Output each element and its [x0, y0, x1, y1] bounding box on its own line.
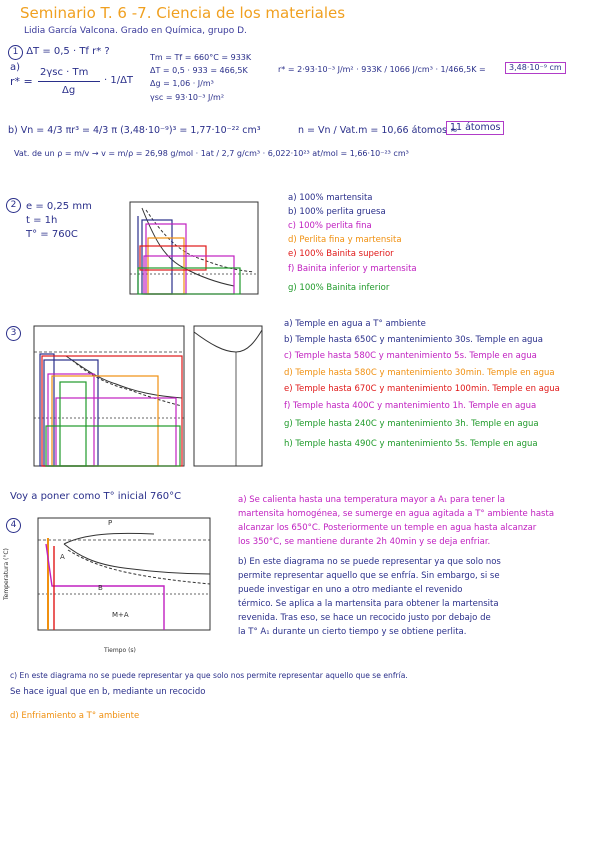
region-label-b: B	[98, 584, 103, 592]
question-number: 4	[6, 518, 21, 533]
given-line: e = 0,25 mm	[26, 201, 92, 212]
r-formula-denominator: Δg	[62, 85, 76, 96]
r-calculation: r* = 2·93·10⁻³ J/m² · 933K / 1066 J/cm³ · 1/466,5K =	[278, 65, 486, 74]
paragraph-a-line: a) Se calienta hasta una temperatura mayor a A₁ para tener la	[238, 495, 505, 505]
legend-item: c) 100% perlita fina	[288, 221, 372, 231]
legend-item: d) Temple hasta 580C y mantenimiento 30min. Temple en agua	[284, 368, 555, 378]
paragraph-a-line: martensita homogénea, se sumerge en agua agitada a T° ambiente hasta	[238, 509, 555, 519]
legend-item: c) Temple hasta 580C y mantenimiento 5s. Temple en agua	[284, 351, 537, 361]
paragraph-a-line: los 350°C, se mantiene durante 2h 40min y se deja enfriar.	[238, 537, 491, 547]
legend-item: e) Temple hasta 670C y mantenimiento 100min. Temple en agua	[284, 384, 560, 394]
paragraph-b-line: térmico. Se aplica a la martensita para obtener la martensita	[238, 599, 499, 609]
question-number: 1	[8, 45, 23, 60]
paragraph-b-line: permite representar aquello que se enfría. Sin embargo, si se	[238, 571, 500, 581]
legend-item: h) Temple hasta 490C y mantenimiento 5s. Temple en agua	[284, 439, 538, 449]
paragraph-a-line: alcanzar los 650°C. Posteriormente un temple en agua hasta alcanzar	[238, 523, 537, 533]
legend-item: d) Perlita fina y martensita	[288, 235, 402, 245]
part-b-atoms: n = Vn / Vat.m = 10,66 átomos ≈	[298, 125, 458, 136]
data-line: Tm = Tf = 660°C = 933K	[150, 53, 252, 62]
paragraph-b-line: puede investigar en uno a otro mediante el revenido	[238, 585, 463, 595]
data-line: Δg = 1,06 · J/m³	[150, 79, 214, 88]
legend-item: f) Bainita inferior y martensita	[288, 264, 417, 274]
question-number: 2	[6, 198, 21, 213]
ttt-diagram-q4	[24, 514, 214, 644]
paragraph-d: d) Enfriamiento a T° ambiente	[10, 711, 140, 721]
page-title: Seminario T. 6 -7. Ciencia de los materiales	[20, 4, 346, 22]
question-1-given: ΔT = 0,5 · Tf r* ?	[26, 46, 110, 57]
legend-item: f) Temple hasta 400C y mantenimiento 1h. Temple en agua	[284, 401, 537, 411]
data-line: γsc = 93·10⁻³ J/m²	[150, 93, 225, 102]
question-2-number	[6, 198, 21, 213]
legend-item: a) Temple en agua a T° ambiente	[284, 319, 426, 329]
region-label-a: A	[60, 553, 65, 561]
fraction-bar	[38, 81, 100, 82]
paragraph-c-line: c) En este diagrama no se puede representar ya que solo nos permite representar aquello que se enfría.	[10, 671, 408, 680]
q4-intro: Voy a poner como T° inicial 760°C	[10, 491, 182, 502]
region-label-m: M+A	[112, 611, 129, 619]
region-label-p: P	[108, 519, 113, 527]
paragraph-b-line: la T° A₁ durante un cierto tiempo y se obtiene perlita.	[238, 627, 467, 637]
part-b-result-boxed: 11 átomos	[446, 121, 504, 135]
author-line: Lidia García Valcona. Grado en Química, grupo D.	[24, 26, 247, 36]
part-b-volume: b) Vn = 4/3 πr³ = 4/3 π (3,48·10⁻⁹)³ = 1,77·10⁻²² cm³	[8, 125, 261, 136]
r-result-boxed: 3,48·10⁻⁹ cm	[505, 62, 566, 74]
r-formula-tail: · 1/ΔT	[104, 75, 134, 86]
y-axis-label: Temperatura (°C)	[3, 548, 10, 600]
paragraph-c-line: Se hace igual que en b, mediante un recocido	[10, 687, 206, 697]
legend-item: a) 100% martensita	[288, 193, 373, 203]
ttt-diagram-q3	[26, 322, 186, 472]
question-4-number	[6, 518, 21, 533]
part-a-label: a)	[10, 62, 21, 73]
paragraph-b-line: revenida. Tras eso, se hace un recocido justo por debajo de	[238, 613, 491, 623]
x-axis-label: Tiempo (s)	[104, 647, 136, 654]
phase-diagram-q3	[190, 322, 266, 472]
paragraph-b-line: b) En este diagrama no se puede representar ya que solo nos	[238, 557, 501, 567]
given-line: T° = 760C	[26, 229, 78, 240]
legend-item: b) 100% perlita gruesa	[288, 207, 386, 217]
legend-item: e) 100% Bainita superior	[288, 249, 394, 259]
question-3-number	[6, 326, 21, 341]
data-line: ΔT = 0,5 · 933 = 466,5K	[150, 66, 248, 75]
legend-item: b) Temple hasta 650C y mantenimiento 30s. Temple en agua	[284, 335, 544, 345]
r-formula-numerator: 2γsc · Tm	[40, 67, 89, 78]
legend-item: g) Temple hasta 240C y mantenimiento 3h. Temple en agua	[284, 419, 539, 429]
question-number: 3	[6, 326, 21, 341]
r-formula-lhs: r* =	[10, 75, 33, 88]
part-b-atomic-volume: Vat. de un ρ = m/v → v = m/ρ = 26,98 g/mol · 1at / 2,7 g/cm³ · 6,022·10²³ at/mol = 1,66·10⁻²³ cm³	[14, 149, 409, 158]
given-line: t = 1h	[26, 215, 58, 226]
ttt-diagram-q2	[124, 198, 264, 313]
legend-item: g) 100% Bainita inferior	[288, 283, 390, 293]
question-1-heading	[8, 45, 110, 60]
